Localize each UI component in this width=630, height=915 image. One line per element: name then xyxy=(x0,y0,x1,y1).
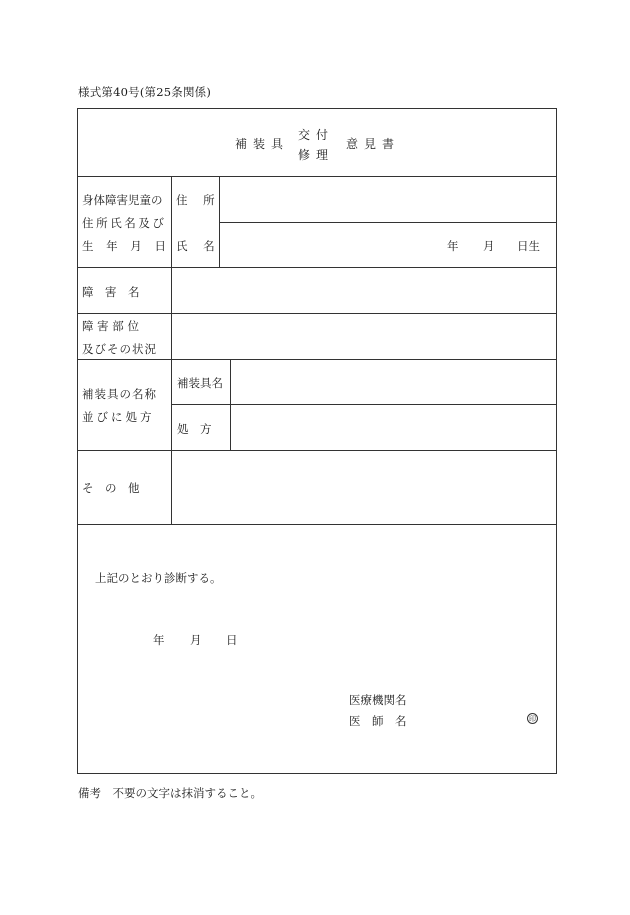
child-label-line2: 住所氏名及び xyxy=(82,216,167,230)
seal-icon: 印 xyxy=(529,715,536,723)
date-month-label: 月 xyxy=(190,633,202,647)
row-divider xyxy=(78,359,556,360)
disability-name-label: 障 害 名 xyxy=(82,285,140,299)
other-label: そ の 他 xyxy=(82,481,140,495)
device-label-line1: 補装具の名称 xyxy=(82,387,157,401)
disability-site-label-line1: 障 害 部 位 xyxy=(82,319,139,333)
certification-statement: 上記のとおり診断する。 xyxy=(95,571,222,585)
disability-site-label-line2: 及びその状況 xyxy=(82,342,157,356)
date-day-label: 日 xyxy=(226,633,238,647)
title-option-issue: 交付 xyxy=(298,128,335,142)
row-divider xyxy=(78,267,556,268)
institution-label: 医療機関名 xyxy=(349,693,407,707)
row-divider xyxy=(78,450,556,451)
child-label-line3: 生 年 月 日 xyxy=(82,239,171,253)
row-divider xyxy=(171,404,556,405)
row-divider xyxy=(78,176,556,177)
child-label-line1: 身体障害児童の xyxy=(82,193,163,207)
birth-day-label: 日生 xyxy=(517,239,540,253)
col-divider xyxy=(230,359,231,450)
name-label: 氏 名 xyxy=(176,239,221,253)
row-divider xyxy=(78,313,556,314)
title-option-repair: 修理 xyxy=(298,148,335,162)
form-number: 様式第40号(第25条関係) xyxy=(78,85,212,99)
col-divider xyxy=(171,176,172,524)
address-label: 住 所 xyxy=(176,193,221,207)
birth-year-label: 年 xyxy=(447,239,459,253)
device-label-line2: 並びに処方 xyxy=(82,410,155,424)
date-year-label: 年 xyxy=(153,633,165,647)
remarks: 備考 不要の文字は抹消すること。 xyxy=(78,786,262,800)
birth-month-label: 月 xyxy=(483,239,495,253)
title-end: 意見書 xyxy=(346,137,401,151)
row-divider xyxy=(78,524,556,525)
doctor-label: 医 師 名 xyxy=(349,714,407,728)
prescription-label: 処 方 xyxy=(177,422,212,436)
device-name-label: 補装具名 xyxy=(177,376,223,390)
title-main: 補装具 xyxy=(235,137,290,151)
row-divider xyxy=(219,222,556,223)
